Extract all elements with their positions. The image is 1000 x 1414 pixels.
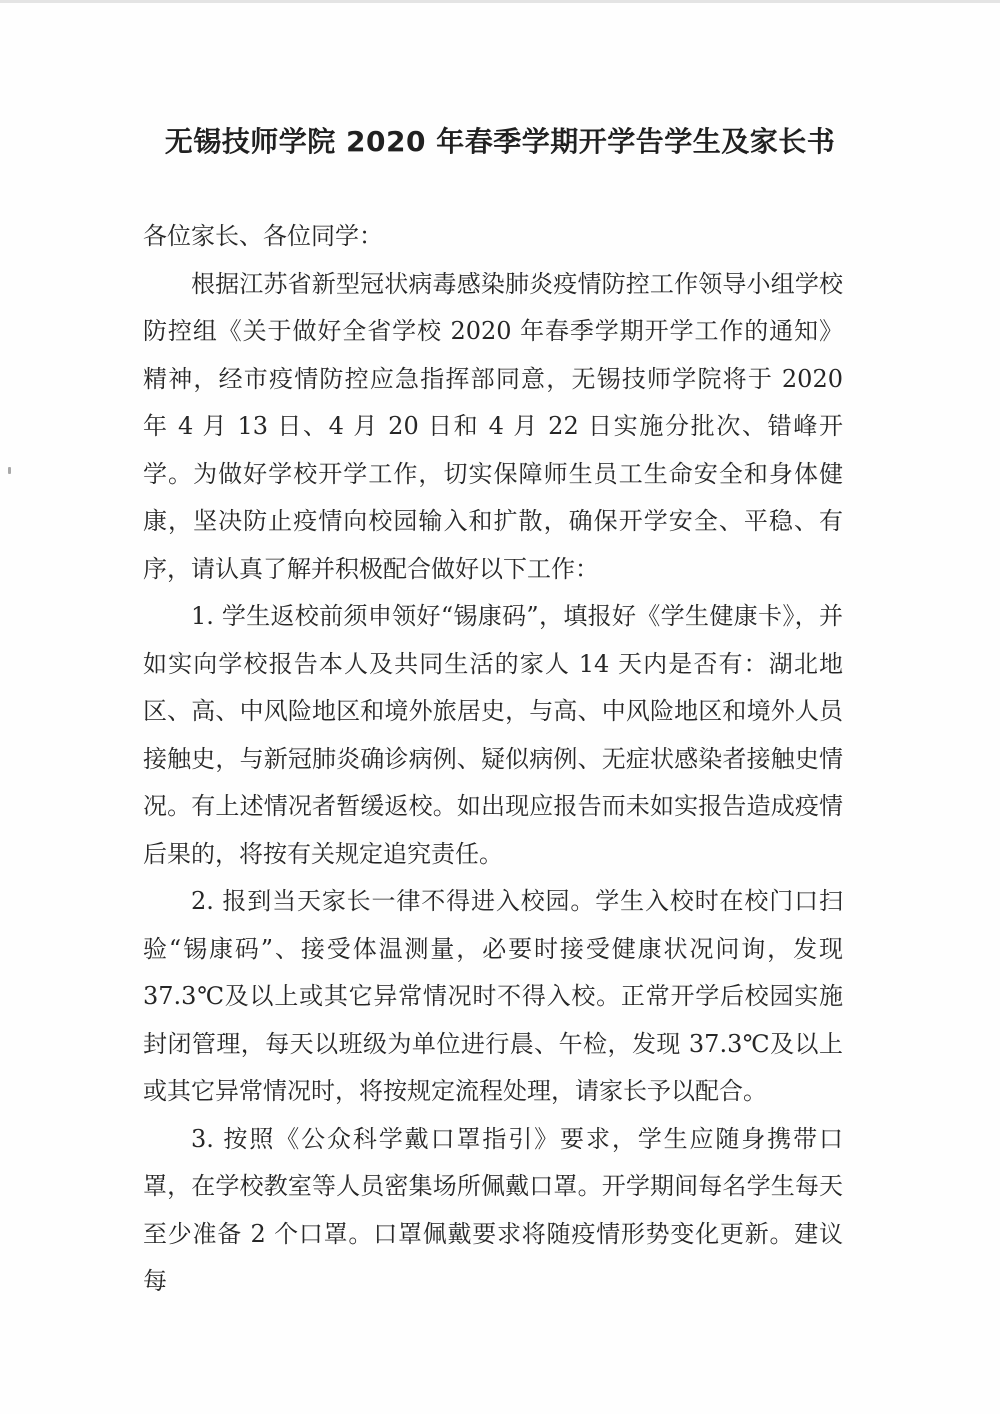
paragraph-item-2: 2. 报到当天家长一律不得进入校园。学生入校时在校门口扫验“锡康码”、接受体温测量，必要时接受健康状况问询，发现 37.3℃及以上或其它异常情况时不得入校。正常开学后校园实施封闭管理，每天以班级为单位进行晨、午检，发现 37.3℃及以上或其它异常情况时，将按规定流程处理，请家长予以配合。 <box>143 887 843 1105</box>
document-body <box>143 213 843 1306</box>
scan-speck <box>8 467 11 474</box>
document-title: 无锡技师学院 2020 年春季学期开学告学生及家长书 <box>164 125 836 158</box>
paragraph-item-3: 3. 按照《公众科学戴口罩指引》要求，学生应随身携带口罩，在学校教室等人员密集场所佩戴口罩。开学期间每名学生每天至少准备 2 个口罩。口罩佩戴要求将随疫情形势变化更新。建议每 <box>143 1124 843 1295</box>
paragraph-item-1: 1. 学生返校前须申领好“锡康码”，填报好《学生健康卡》，并如实向学校报告本人及共同生活的家人 14 天内是否有：湖北地区、高、中风险地区和境外旅居史，与高、中风险地区和境外人员接触史，与新冠肺炎确诊病例、疑似病例、无症状感染者接触史情况。有上述情况者暂缓返校。如出现应报告而未如实报告造成疫情后果的，将按有关规定追究责任。 <box>143 602 843 868</box>
scan-top-edge <box>0 0 1000 3</box>
salutation: 各位家长、各位同学： <box>143 222 383 250</box>
paragraph-intro: 根据江苏省新型冠状病毒感染肺炎疫情防控工作领导小组学校防控组《关于做好全省学校 2020 年春季学期开学工作的通知》精神，经市疫情防控应急指挥部同意，无锡技师学院将于 2020 年 4 月 13 日、4 月 20 日和 4 月 22 日实施分批次、错峰开学。为做好学校开学工作，切实保障师生员工生命安全和身体健康，坚决防止疫情向校园输入和扩散，确保开学安全、平稳、有序，请认真了解并积极配合做好以下工作： <box>143 269 843 583</box>
